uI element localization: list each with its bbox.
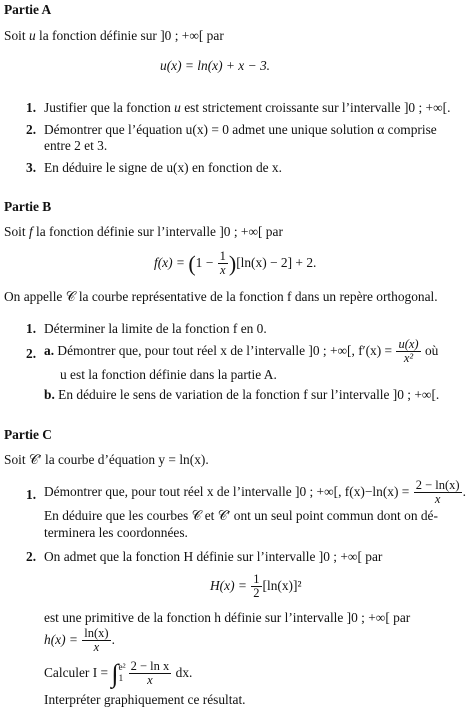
- part-b-q2a-text: Démontrer que, pour tout réel x de l’intervalle ]0 ; +∞[, f′(x) =: [57, 343, 396, 358]
- diff-fraction: [414, 479, 462, 506]
- H-formula: [210, 572, 301, 601]
- integral-upper: e²: [118, 662, 126, 673]
- part-c-q1-number: 1.: [26, 487, 37, 502]
- f-formula-frac-num: 1: [219, 249, 226, 264]
- part-a-intro: [4, 28, 224, 43]
- h-formula-end: .: [111, 632, 115, 647]
- curve-definition: On appelle 𝒞 la courbe représentative de la fonction f dans un repère orthogonal.: [4, 289, 438, 304]
- part-a-q1-text-b: est strictement croissante sur l’intervalle ]0 ; +∞[.: [180, 100, 451, 115]
- part-c-intro: Soit 𝒞′ la courbe d’équation y = ln(x).: [4, 452, 209, 467]
- part-a-q2-line1: Démontrer que l’équation u(x) = 0 admet une unique solution α comprise: [44, 122, 437, 137]
- integral-end: dx.: [172, 665, 193, 680]
- f-formula-paren-open: (: [188, 250, 196, 276]
- H-frac-den: 2: [253, 586, 260, 601]
- part-b-q2-number: 2.: [26, 346, 37, 361]
- part-b-q2b: [44, 387, 439, 402]
- H-frac-num: 1: [253, 572, 260, 587]
- part-b-q2b-text: En déduire le sens de variation de la fonction f sur l’intervalle ]0 ; +∞[.: [58, 387, 440, 402]
- part-a-intro-var: u: [28, 28, 36, 43]
- h-fraction: [82, 627, 110, 654]
- integral-lhs: Calculer I =: [44, 665, 112, 680]
- part-a-q1-var: u: [174, 100, 181, 115]
- part-c-interpret: Interpréter graphiquement ce résultat.: [44, 692, 246, 707]
- fprime-frac-num: u(x): [398, 337, 419, 352]
- part-b-intro: [4, 224, 283, 239]
- part-b-q2a-end: où: [421, 343, 439, 358]
- h-frac-den: x: [93, 640, 100, 655]
- f-formula-fraction: [218, 250, 228, 277]
- part-c-q1-end: .: [462, 484, 466, 499]
- H-fraction: [251, 573, 261, 600]
- part-c-q1-line3: terminera les coordonnées.: [44, 525, 188, 540]
- part-a-q2-line2: entre 2 et 3.: [44, 138, 108, 153]
- part-c-q1-line2: En déduire que les courbes 𝒞 et 𝒞′ ont un seul point commun dont on dé-: [44, 508, 438, 523]
- part-c-q2-number: 2.: [26, 549, 37, 564]
- part-a-q2-number: 2.: [26, 122, 37, 137]
- part-a-q1-text-a: Justifier que la fonction: [44, 100, 175, 115]
- h-formula: [44, 625, 115, 655]
- f-formula-paren-close: ): [228, 250, 237, 276]
- f-formula-inner: 1 −: [195, 255, 217, 270]
- integral-limits: [119, 663, 126, 686]
- h-frac-num: ln(x): [84, 626, 109, 641]
- part-a-heading: Partie A: [4, 2, 52, 17]
- part-c-q2-line2: est une primitive de la fonction h définie sur l’intervalle ]0 ; +∞[ par: [44, 610, 411, 625]
- f-formula-lhs: f(x) =: [154, 255, 189, 270]
- f-formula-frac-den: x: [219, 263, 226, 278]
- part-b-intro-var: f: [28, 224, 33, 239]
- integral-lower: 1: [118, 673, 124, 684]
- part-c-q2-line1: On admet que la fonction H définie sur l’intervalle ]0 ; +∞[ par: [44, 549, 383, 564]
- h-formula-lhs: h(x) =: [44, 632, 82, 647]
- part-b-q2a-label: a.: [44, 343, 55, 358]
- part-b-q2a-line1: [44, 337, 438, 366]
- part-a-q1-text: [44, 100, 450, 115]
- part-a-intro-text-b: la fonction définie sur ]0 ; +∞[ par: [35, 28, 224, 43]
- part-b-q2b-label: b.: [44, 387, 55, 402]
- part-b-intro-text-a: Soit: [4, 224, 29, 239]
- part-c-q1-line1: [44, 478, 466, 507]
- part-a-q3-text: En déduire le signe de u(x) en fonction de x.: [44, 160, 282, 175]
- fprime-frac-den: x²: [403, 351, 414, 366]
- part-c-heading: Partie C: [4, 427, 52, 442]
- integral-line: [44, 656, 192, 691]
- part-b-heading: Partie B: [4, 199, 52, 214]
- integral-fraction: [129, 660, 172, 687]
- part-a-q3-number: 3.: [26, 160, 37, 175]
- part-a-q1-number: 1.: [26, 100, 37, 115]
- integral-sign: ∫: [111, 658, 119, 688]
- diff-frac-den: x: [434, 492, 441, 507]
- u-formula: u(x) = ln(x) + x − 3.: [160, 58, 271, 73]
- part-b-q1-text: Déterminer la limite de la fonction f en 0.: [44, 321, 267, 336]
- f-formula: [154, 250, 316, 278]
- part-b-intro-text-b: la fonction définie sur l’intervalle ]0 ; +∞[ par: [32, 224, 283, 239]
- H-formula-lhs: H(x) =: [210, 578, 251, 593]
- f-formula-rhs: [ln(x) − 2] + 2.: [236, 255, 317, 270]
- diff-frac-num: 2 − ln(x): [415, 478, 460, 493]
- integral-frac-num: 2 − ln x: [130, 659, 170, 674]
- part-c-q1-text: Démontrer que, pour tout réel x de l’intervalle ]0 ; +∞[, f(x)−ln(x) =: [44, 484, 413, 499]
- integral-frac-den: x: [147, 673, 153, 688]
- part-b-q2a-line2: u est la fonction définie dans la partie A.: [60, 367, 277, 382]
- part-a-intro-text-a: Soit: [4, 28, 29, 43]
- fprime-fraction: [396, 338, 420, 365]
- part-b-q1-number: 1.: [26, 321, 37, 336]
- H-formula-rhs: [ln(x)]²: [262, 578, 302, 593]
